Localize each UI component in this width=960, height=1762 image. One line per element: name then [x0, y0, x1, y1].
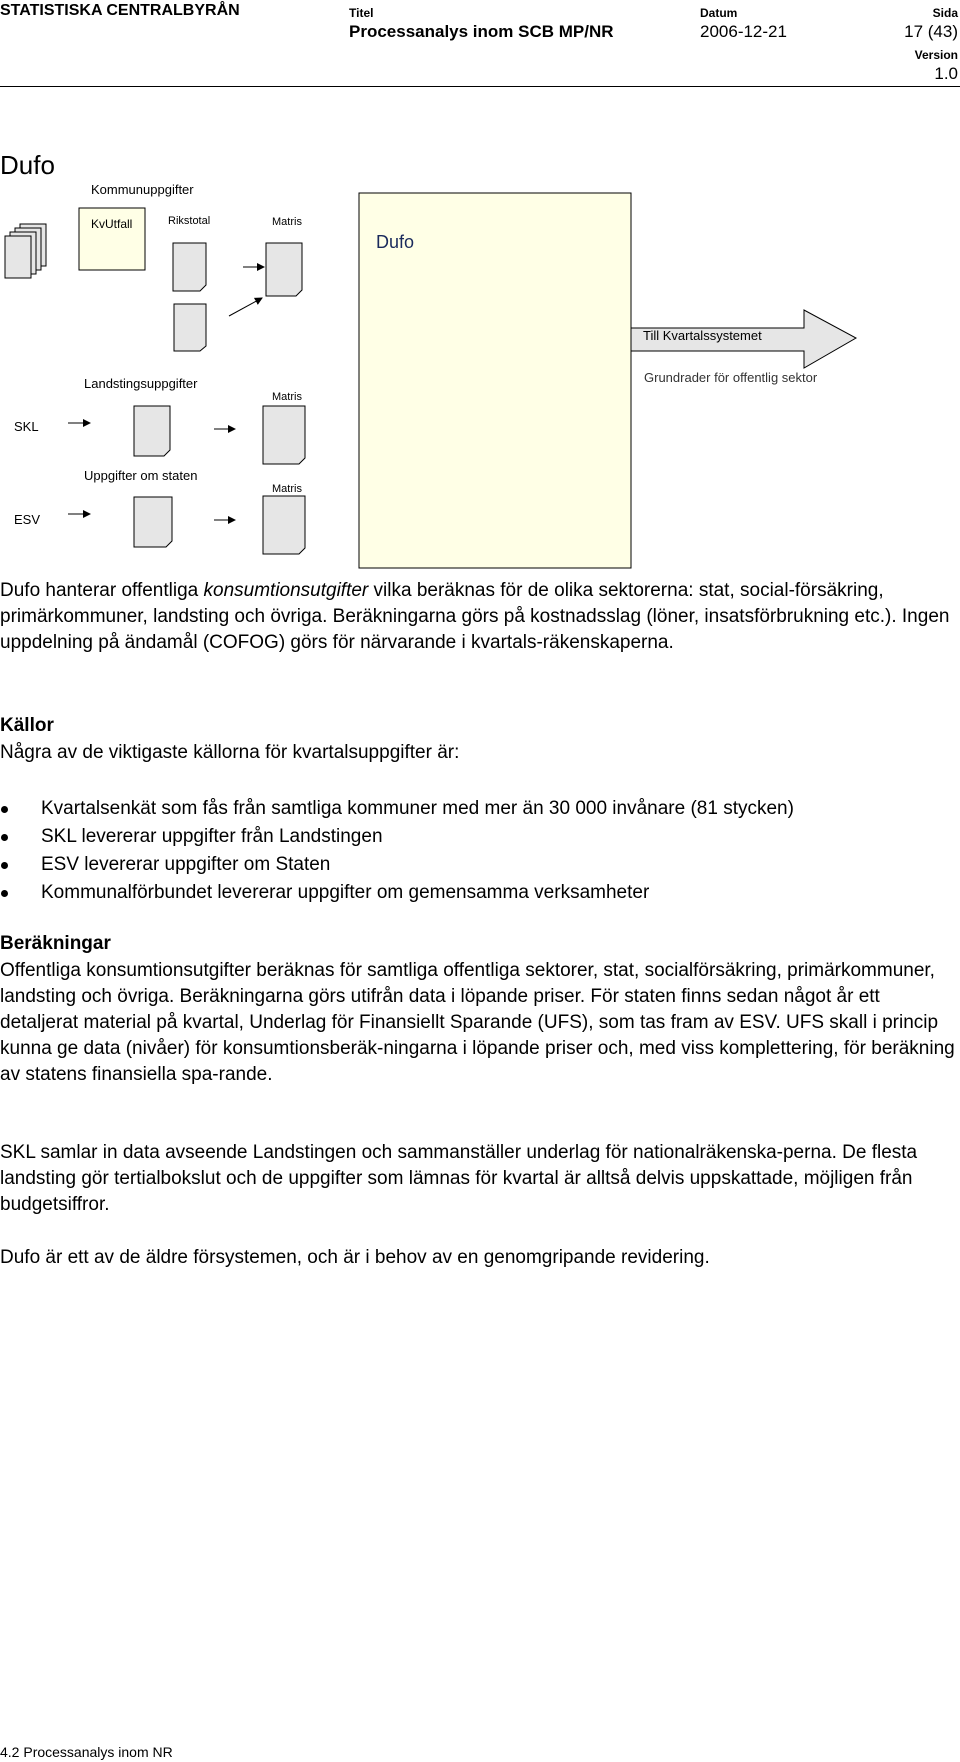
title-label: Titel	[349, 6, 374, 20]
list-item-text: Kommunalförbundet levererar uppgifter om gemensamma verksamheter	[41, 882, 650, 903]
page-number: 17 (43)	[904, 22, 958, 41]
version-number: 1.0	[934, 64, 958, 83]
list-item-text: SKL levererar uppgifter från Landstingen	[41, 826, 383, 847]
organization-name: STATISTISKA CENTRALBYRÅN	[0, 2, 240, 19]
bullet-icon	[1, 890, 8, 897]
page-label: Sida	[932, 6, 958, 20]
process-diagram	[0, 140, 960, 570]
matris-document-icon	[263, 406, 305, 464]
document-icon	[174, 304, 206, 351]
skl-label: SKL	[14, 419, 39, 434]
date-label: Datum	[700, 6, 738, 20]
intro-text-end: vilka beräknas för de olika sektorerna: stat, social-försäkring, primärkommuner, landsting och övriga. Beräkningarna görs på kostnadsslag (löner, insatsförbrukning etc.). Ingen uppdelning på ändamål (COFOG) görs för närvarande i kvartals-räkenskaperna.	[0, 580, 950, 653]
bullet-icon	[1, 862, 8, 869]
list-item	[0, 823, 958, 851]
diagram-graphics	[0, 140, 960, 570]
berakningar-paragraph-1: Offentliga konsumtionsutgifter beräknas för samtliga offentliga sektorer, stat, socialförsäkring, primärkommuner, landsting och övriga. Beräkningarna görs utifrån data i löpande priser. För staten finns sedan något år ett detaljerat material på kvartal, Underlag för Finansiellt Sparande (UFS), som tas fram av ESV. UFS skall i princip kunna ge data (nivåer) för konsumtionsberäk-ningarna i löpande priser och, med viss komplettering, för beräkning av statens finansiella spa-rande.	[0, 960, 955, 1085]
matris-label: Matris	[272, 483, 302, 495]
landstingsuppgifter-label: Landstingsuppgifter	[84, 376, 198, 391]
uppgifter-staten-label: Uppgifter om staten	[84, 468, 198, 483]
staten-document-icon	[134, 497, 172, 547]
kvutfall-label: KvUtfall	[91, 217, 133, 231]
list-item	[0, 879, 958, 907]
berakningar-heading: Beräkningar	[0, 933, 111, 954]
document-title: Processanalys inom SCB MP/NR	[349, 22, 614, 41]
berakningar-paragraph-2: SKL samlar in data avseende Landstingen och sammanställer underlag för nationalräkenska-perna. De flesta landsting gör tertialbokslut och de uppgifter som lämnas för kvartal är alltså delvis uppskattade, möjligen från budgetsiffror.	[0, 1142, 918, 1215]
intro-paragraph	[0, 578, 958, 656]
matris-document-icon	[263, 496, 305, 554]
list-item	[0, 795, 958, 823]
intro-text-start: Dufo hanterar offentliga	[0, 580, 204, 601]
kommunuppgifter-label: Kommunuppgifter	[91, 182, 194, 197]
kommun-document-stack-icon	[5, 224, 46, 278]
bullet-icon	[1, 806, 8, 813]
footer-section: 4.2 Processanalys inom NR	[0, 1744, 173, 1760]
dufo-box-label: Dufo	[376, 232, 415, 252]
kallor-heading: Källor	[0, 715, 54, 736]
matris-label: Matris	[272, 216, 302, 228]
list-item-text: Kvartalsenkät som fås från samtliga kommuner med mer än 30 000 invånare (81 stycken)	[41, 798, 794, 819]
rikstotal-label: Rikstotal	[168, 215, 211, 227]
matris-document-icon	[266, 243, 302, 296]
landsting-document-icon	[134, 406, 170, 456]
intro-emphasis: konsumtionsutgifter	[203, 580, 369, 601]
till-kvartalssystemet-label: Till Kvartalssystemet	[643, 328, 762, 343]
bullet-icon	[1, 834, 8, 841]
header-divider	[0, 86, 960, 87]
grundrader-label: Grundrader för offentlig sektor	[644, 370, 818, 385]
document-date: 2006-12-21	[700, 22, 787, 41]
list-item-text: ESV levererar uppgifter om Staten	[41, 854, 331, 875]
esv-label: ESV	[14, 512, 41, 527]
version-label: Version	[914, 48, 958, 62]
list-item	[0, 851, 958, 879]
section-title: Dufo	[0, 150, 55, 180]
berakningar-paragraph-3: Dufo är ett av de äldre försystemen, och är i behov av en genomgripande revidering.	[0, 1247, 710, 1268]
kallor-list	[0, 795, 958, 907]
arrow-icon	[229, 298, 262, 316]
rikstotal-document-icon	[173, 243, 206, 291]
matris-label: Matris	[272, 391, 302, 403]
kallor-intro: Några av de viktigaste källorna för kvartalsuppgifter är:	[0, 742, 460, 763]
